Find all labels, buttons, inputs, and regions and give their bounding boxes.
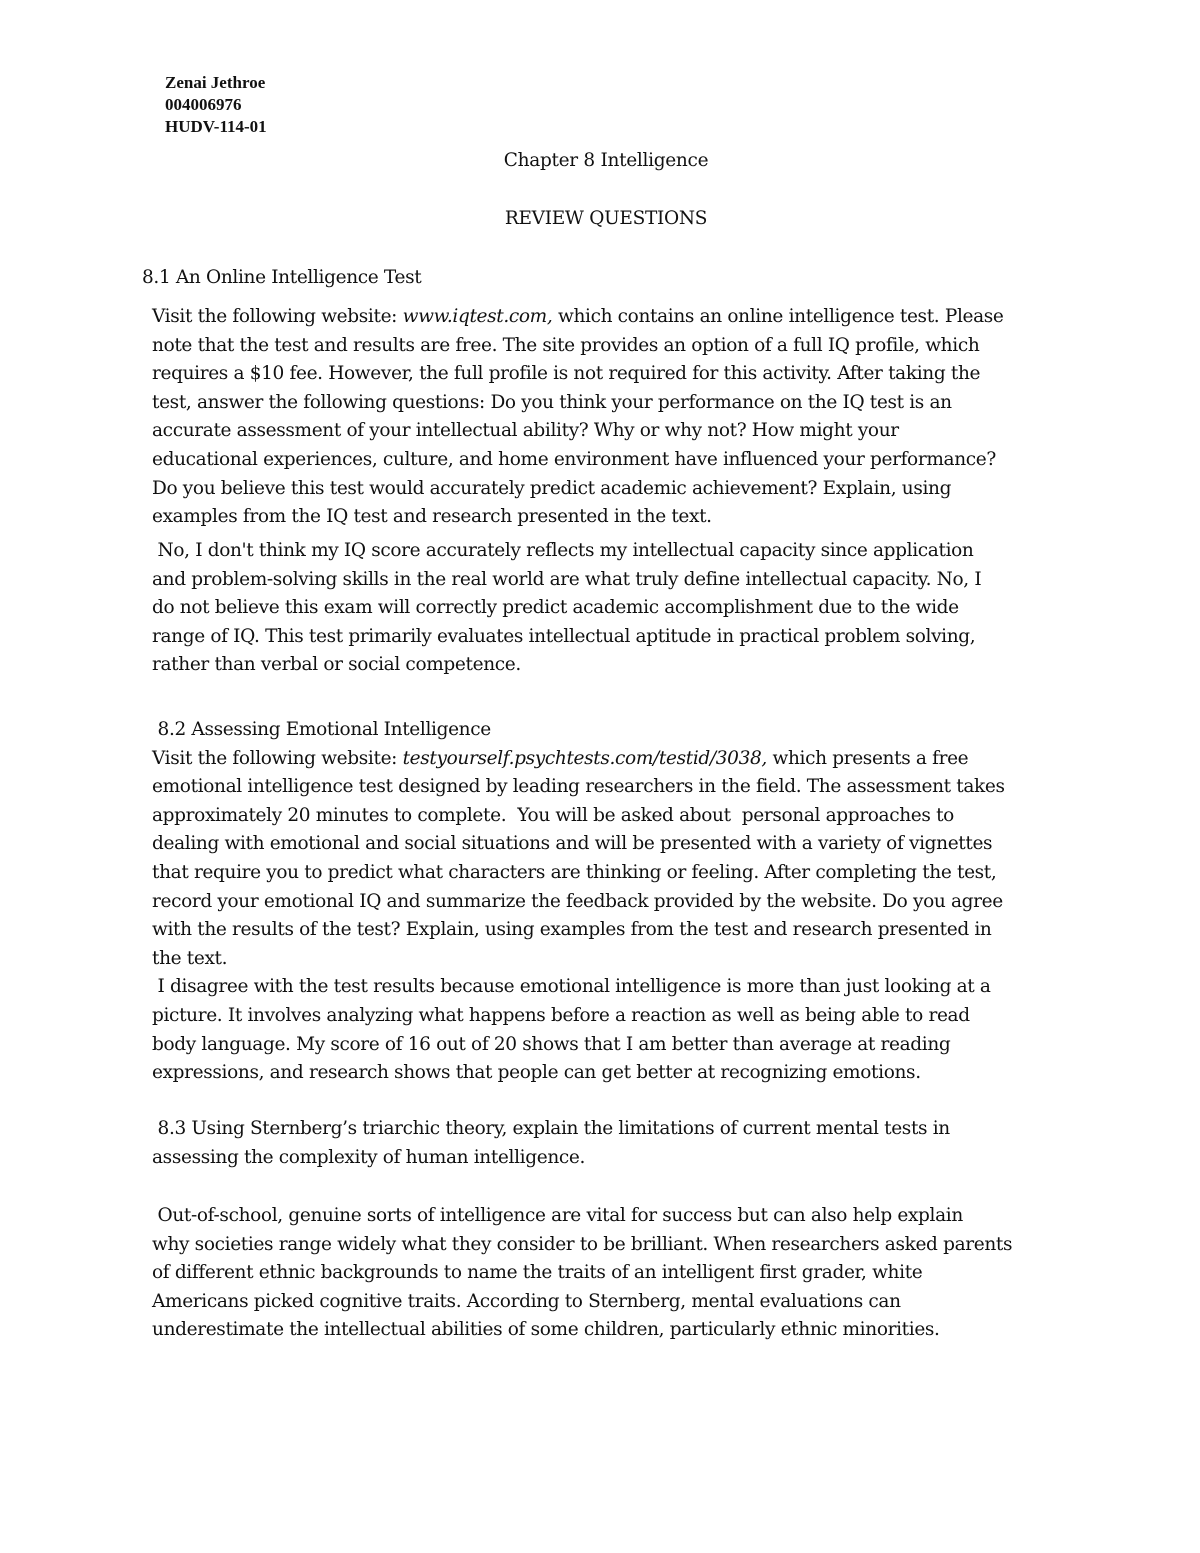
answer-line: underestimate the intellectual abilities of some children, particularly ethnic minorities.: [152, 1319, 940, 1341]
question-line: accurate assessment of your intellectual ability? Why or why not? How might your: [152, 420, 899, 442]
question-line: dealing with emotional and social situations and will be presented with a variety of vignettes: [152, 833, 993, 855]
review-questions-title: REVIEW QUESTIONS: [504, 208, 708, 229]
psychtests-link[interactable]: testyourself.psychtests.com/testid/3038,: [402, 747, 767, 769]
question-line: Visit the following website: www.iqtest.com, which contains an online intelligence test. Please: [152, 306, 1004, 327]
question-line: note that the test and results are free. The site provides an option of a full IQ profile, which: [152, 334, 980, 356]
author-header: [165, 72, 267, 138]
question-line: 8.3 Using Sternberg’s triarchic theory, explain the limitations of current mental tests in: [152, 1118, 950, 1139]
answer-line: rather than verbal or social competence.: [152, 654, 521, 676]
question-line: with the results of the test? Explain, using examples from the test and research presented in: [152, 919, 992, 941]
question-line: the text.: [152, 947, 228, 969]
section-8-1-answer: [152, 537, 1052, 680]
iqtest-link[interactable]: www.iqtest.com,: [402, 306, 553, 327]
question-line: Visit the following website: testyourself.psychtests.com/testid/3038, which presents a free: [152, 747, 969, 769]
section-8-2-heading: 8.2 Assessing Emotional Intelligence: [152, 719, 491, 740]
question-line: test, answer the following questions: Do you think your performance on the IQ test is an: [152, 391, 952, 413]
answer-line: No, I don't think my IQ score accurately reflects my intellectual capacity since application: [152, 540, 974, 561]
answer-line: of different ethnic backgrounds to name the traits of an intelligent first grader, white: [152, 1262, 923, 1284]
answer-line: range of IQ. This test primarily evaluates intellectual aptitude in practical problem solving,: [152, 625, 976, 647]
answer-line: Out-of-school, genuine sorts of intelligence are vital for success but can also help explain: [152, 1205, 963, 1226]
section-8-2: [152, 716, 1052, 1088]
question-line: that require you to predict what characters are thinking or feeling. After completing the test,: [152, 861, 997, 883]
section-8-3-answer: [152, 1202, 1052, 1345]
student-id: 004006976: [165, 95, 242, 114]
question-line: record your emotional IQ and summarize the feedback provided by the website. Do you agree: [152, 890, 1003, 912]
question-line: Do you believe this test would accurately predict academic achievement? Explain, using: [152, 477, 952, 499]
answer-line: Americans picked cognitive traits. According to Sternberg, mental evaluations can: [152, 1290, 901, 1312]
section-8-1-question: [152, 303, 1052, 532]
answer-line: and problem-solving skills in the real world are what truly define intellectual capacity. No, I: [152, 568, 982, 590]
question-line: examples from the IQ test and research presented in the text.: [152, 506, 712, 528]
question-line: requires a $10 fee. However, the full profile is not required for this activity. After taking the: [152, 363, 981, 385]
question-line: emotional intelligence test designed by leading researchers in the field. The assessment takes: [152, 776, 1005, 798]
question-line: assessing the complexity of human intelligence.: [152, 1146, 586, 1168]
answer-line: why societies range widely what they consider to be brilliant. When researchers asked parents: [152, 1233, 1013, 1255]
section-8-3-question: [152, 1115, 1052, 1172]
answer-line: picture. It involves analyzing what happens before a reaction as well as being able to read: [152, 1004, 970, 1026]
answer-line: do not believe this exam will correctly predict academic accomplishment due to the wide: [152, 597, 959, 619]
author-name: Zenai Jethroe: [165, 73, 266, 92]
answer-line: I disagree with the test results because emotional intelligence is more than just looking at a: [152, 976, 991, 998]
question-line: approximately 20 minutes to complete. You will be asked about personal approaches to: [152, 804, 954, 826]
chapter-title: Chapter 8 Intelligence: [503, 150, 709, 171]
answer-line: body language. My score of 16 out of 20 shows that I am better than average at reading: [152, 1033, 951, 1055]
course-code: HUDV-114-01: [165, 117, 267, 136]
section-8-1-heading: 8.1 An Online Intelligence Test: [142, 267, 422, 288]
question-line: educational experiences, culture, and home environment have influenced your performance?: [152, 448, 996, 470]
answer-line: expressions, and research shows that people can get better at recognizing emotions.: [152, 1062, 921, 1084]
